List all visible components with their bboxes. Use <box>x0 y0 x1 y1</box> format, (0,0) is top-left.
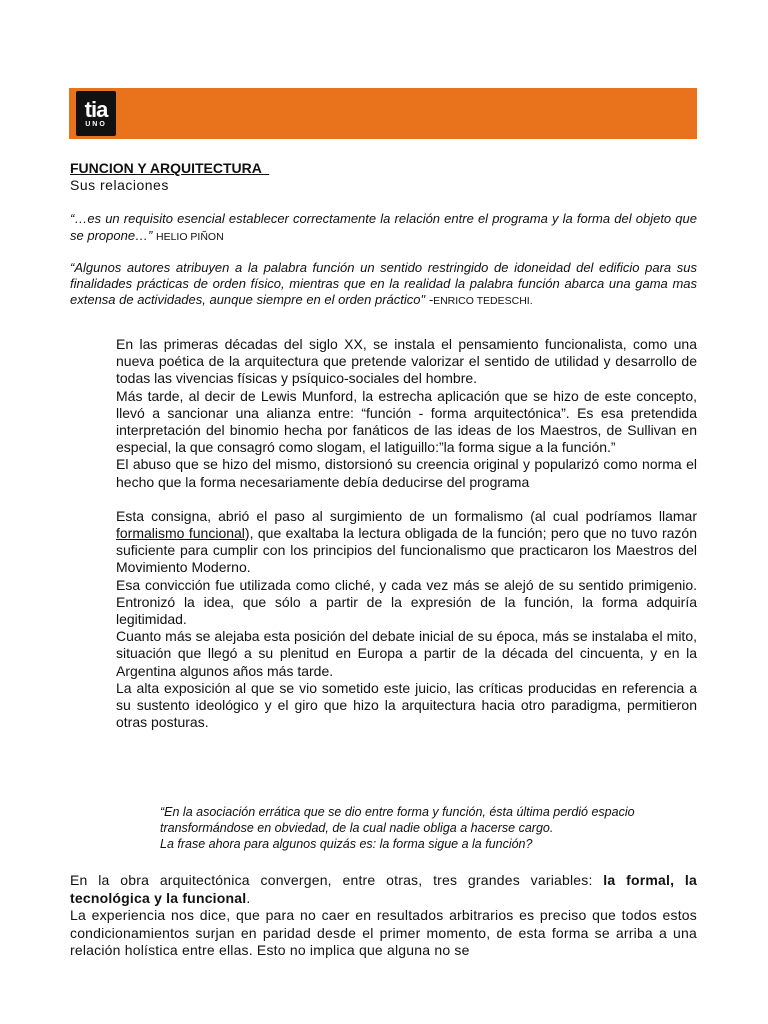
bold-variables: la formal, la tecnológica y la funcional <box>70 872 697 906</box>
epigraph-quote-pinon <box>70 210 697 246</box>
blockquote-line: La frase ahora para algunos quizás es: la forma sigue a la función? <box>160 837 533 851</box>
text-run: Esta consigna, abrió el paso al surgimiento de un formalismo (al cual podríamos llamar <box>116 507 697 524</box>
paragraph <box>70 872 697 907</box>
epigraph-quote-tedeschi <box>70 260 697 309</box>
main-body-text <box>116 336 697 731</box>
paragraph: Esa convicción fue utilizada como cliché, y cada vez más se alejó de su sentido primigenio. Entronizó la idea, que sólo a partir de la expresión de la función, la forma adquiría legitimidad. <box>116 576 697 628</box>
page-subtitle: Sus relaciones <box>70 177 169 193</box>
paragraph: Cuanto más se alejaba esta posición del debate inicial de su época, más se instalaba el mito, situación que llegó a su plenitud en Europa a partir de la década del cincuenta, y en la Argentina algunos años más tarde. <box>116 628 697 679</box>
underlined-term: formalismo funcional <box>116 525 245 542</box>
text-run: ), que exaltaba la lectura obligada de la función; pero que no tuvo razón suficiente para cumplir con los principios del funcionalismo que practicaron los Maestros del Movimiento Moderno. <box>116 525 697 576</box>
blockquote-line: “En la asociación errática que se dio entre forma y función, ésta última perdió espacio <box>160 805 635 819</box>
text-run: En la obra arquitectónica convergen, entre otras, tres grandes variables: <box>70 872 604 888</box>
blockquote-line: transformándose en obviedad, de la cual nadie obliga a hacerse cargo. <box>160 821 554 835</box>
page-title: FUNCION Y ARQUITECTURA <box>70 160 270 176</box>
paragraph: Más tarde, al decir de Lewis Munford, la estrecha aplicación que se hizo de este concepto, llevó a sancionar una alianza entre: “función - forma arquitectónica”. Es esa pretendida interpretación del binomio hecha por fanáticos de las ideas de los Maestros, de Sullivan en especial, la que consagró como slogam, el latiguillo:”la forma sigue a la función.” <box>116 387 697 456</box>
paragraph: La experiencia nos dice, que para no caer en resultados arbitrarios es preciso que todos estos condicionamientos surjan en paridad desde el primer momento, de esta forma se arriba a una relación holística entre ellas. Esto no implica que alguna no se <box>70 907 697 958</box>
logo-main-text: tia <box>84 96 108 122</box>
logo-sub-text: UNO <box>85 120 107 128</box>
paragraph: La alta exposición al que se vio sometido este juicio, las críticas producidas en referencia a su sustento ideológico y el giro que hizo la arquitectura hacia otro paradigma, permitieron otras posturas. <box>116 679 697 731</box>
paragraph: En las primeras décadas del siglo XX, se instala el pensamiento funcionalista, como una nueva poética de la arquitectura que pretende valorizar el sentido de utilidad y desarrollo de todas las vivencias físicas y psíquico-sociales del hombre. <box>116 336 697 387</box>
paragraph <box>116 508 697 577</box>
quote-text: “Algunos autores atribuyen a la palabra función un sentido restringido de idoneidad del edificio para sus finalidades prácticas de orden físico, mientras que en la realidad la palabra función abarca una gama mas extensa de actividades, aunque siempre en el orden práctico" - <box>70 260 697 307</box>
text-run: . <box>246 889 251 906</box>
quote-author: HELIO PIÑON <box>156 231 224 243</box>
closing-body-text <box>70 872 697 960</box>
quote-text: “…es un requisito esencial establecer correctamente la relación entre el programa y la forma del objeto que se propone…” <box>70 211 697 243</box>
quote-author: ENRICO TEDESCHI. <box>433 295 533 307</box>
paragraph-gap <box>116 491 697 508</box>
header-banner <box>69 88 697 139</box>
tia-logo <box>76 91 116 136</box>
paragraph: El abuso que se hizo del mismo, distorsionó su creencia original y popularizó como norma el hecho que la forma necesariamente debía deducirse del programa <box>116 456 697 490</box>
inline-blockquote <box>160 804 700 852</box>
